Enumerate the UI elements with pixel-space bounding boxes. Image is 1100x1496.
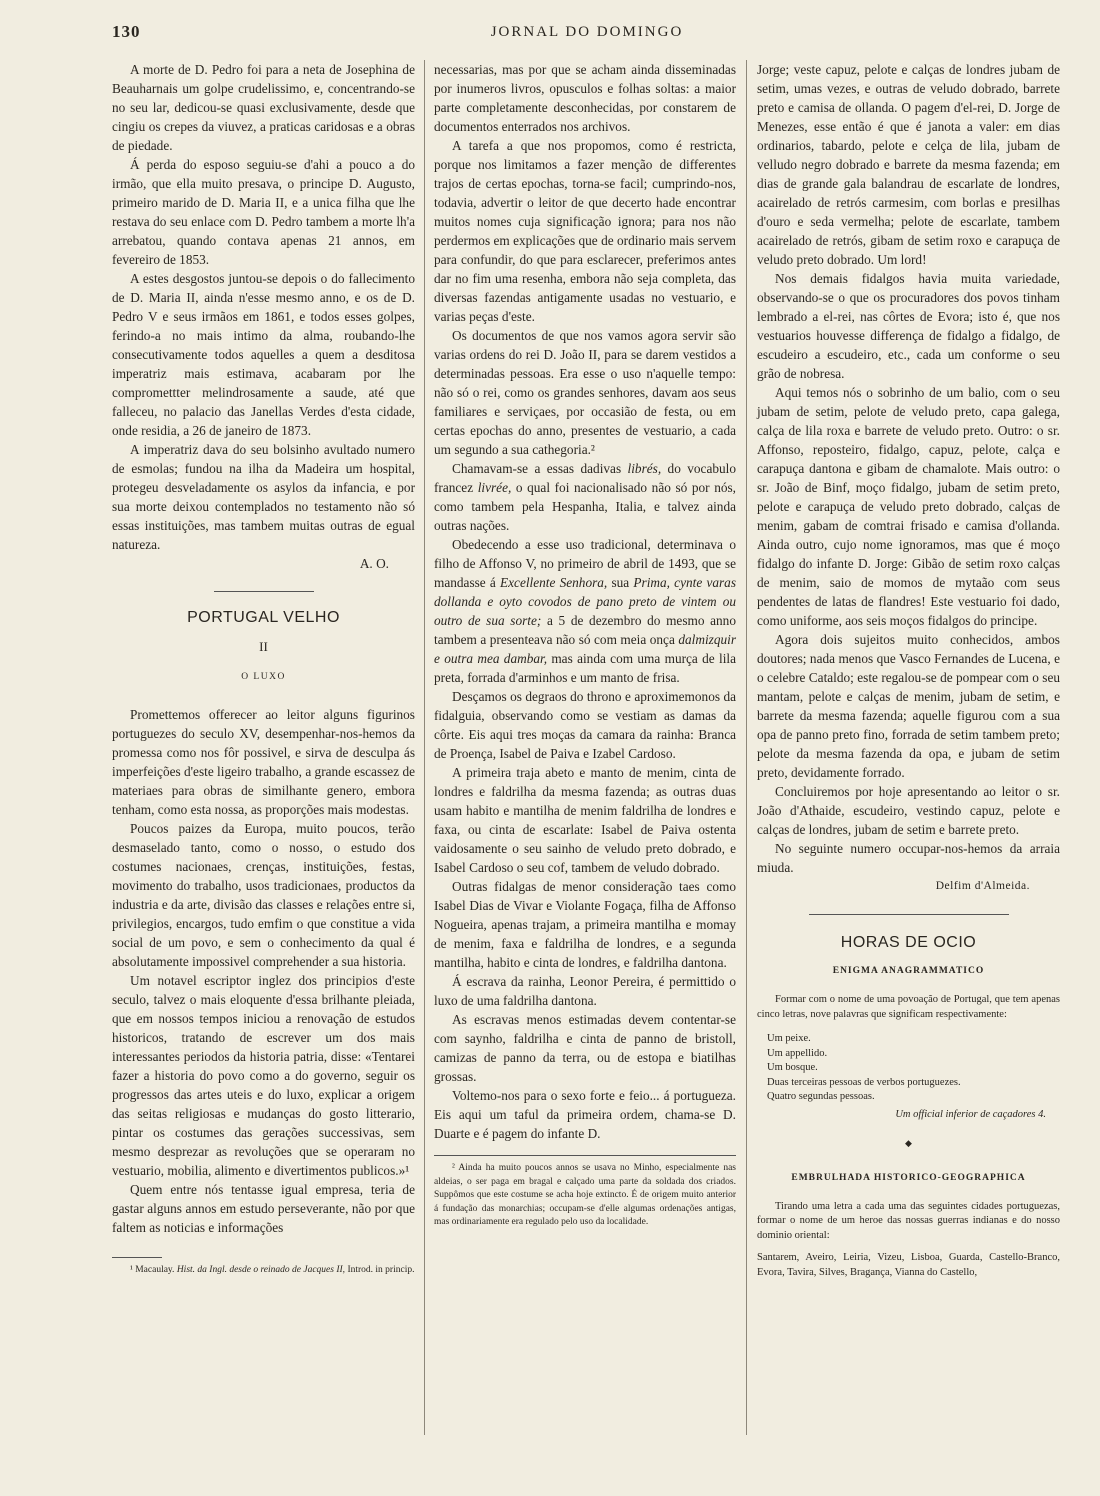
column-divider — [424, 60, 425, 1435]
paragraph: No seguinte numero occupar-nos-hemos da arraia miuda. — [757, 841, 1060, 875]
author-signature: Delfim d'Almeida. — [935, 880, 1030, 892]
paragraph: Á perda do esposo seguiu-se d'ahi a pouco a do irmão, que ella muito presava, o principe D. Augusto, primeiro marido de D. Maria II, e a unica filha que lhe restava do seu enlace com D. Pedro tambem a morte lh'a arrebatou, quando contava apenas 21 annos, em fevereiro de 1853. — [112, 157, 415, 267]
italic-term: Excellente Senhora, — [500, 575, 608, 590]
puzzle-author: Um official inferior de caçadores 4. — [895, 1108, 1046, 1120]
paragraph: As escravas menos estimadas devem contentar-se com saynho, faldrilha e cinta de panno de bristoll, camizas de panno da terra, ou de estopa e biatilhas grossas. — [434, 1012, 736, 1084]
paragraph: Promettemos offerecer ao leitor alguns figurinos portuguezes do seculo XV, desempenhar-nos-hemos da promessa como nos fôr possivel, e sirva de desculpa ás imperfeições d'este ligeiro trabalho, a grande escassez de materiaes para obras de similhante genero, embora tenham, como esta nossa, as proporções mais modestas. — [112, 707, 415, 817]
section-divider — [214, 591, 314, 592]
paragraph: A tarefa a que nos propomos, como é restricta, porque nos limitamos a fazer menção de differentes trajos de certas epochas, torna-se facil; cumprindo-nos, todavia, advertir o leitor de que decerto hade encontrar muitos nomes cuja significação ignora; para nos não perdermos em explicações que de ordinario mais servem para confundir, do que para esclarecer, preferimos antes dar no fim uma resenha, embora não seja completa, das diversas fazendas antigamente usadas no vestuario, e varias peças d'este. — [434, 138, 736, 324]
text-run: a 5 de dezembro do mesmo anno tambem a presenteava não só com meia onça — [434, 613, 736, 647]
column-2 — [434, 60, 736, 1230]
column-3 — [757, 60, 1060, 1280]
section-subtitle: O LUXO — [241, 672, 286, 682]
list-item: Um appellido. — [767, 1047, 828, 1059]
page-header — [112, 22, 1062, 50]
footnote — [112, 1264, 415, 1277]
paragraph: necessarias, mas por que se acham ainda disseminadas por inumeros livros, opusculos e folhas soltas: a maior parte completamente desconhecidas, por constarem de documentos enterrados nos archivos. — [434, 62, 736, 134]
puzzle-text: Tirando uma letra a cada uma das seguintes cidades portuguezas, formar o nome de um heroe das nossas guerras indianas e do nosso dominio oriental: — [757, 1200, 1060, 1241]
paragraph: Quem entre nós tentasse igual empresa, teria de gastar alguns annos em estudo perseverante, não por que faltem as noticias e informações — [112, 1182, 415, 1235]
footnote-text: Introd. in princip. — [345, 1265, 415, 1275]
puzzle-list — [757, 1032, 1060, 1105]
section-subtitle: EMBRULHADA HISTORICO-GEOGRAPHICA — [791, 1172, 1026, 1183]
list-item: Duas terceiras pessoas de verbos portuguezes. — [767, 1076, 961, 1088]
column-divider — [746, 60, 747, 1435]
paragraph: A estes desgostos juntou-se depois o do fallecimento de D. Maria II, ainda n'esse mesmo anno, e os de D. Pedro V e seus irmãos em 1861, e todos esses golpes, ferindo-a no mais intimo da alma, roubando-lhe consecutivamente todos aquelles a quem a desditosa imperatriz mais estimava, acabaram por lhe compromettter melindrosamente a saude, até que falleceu, no palacio das Janellas Verdes d'esta cidade, onde residia, a 26 de janeiro de 1873. — [112, 271, 415, 438]
footnote-rule — [112, 1257, 162, 1258]
section-divider — [809, 914, 1009, 915]
paragraph: Um notavel escriptor inglez dos principios d'este seculo, talvez o mais eloquente d'essa brilhante pleiada, que em nossos tempos iniciou a renovação de estudos historicos, tratando de escrever um dos mais interessantes periodos da historia patria, disse: «Tentarei fazer a historia do povo como a do governo, seguir os progressos das artes uteis e do luxo, explicar a origem das seitas religiosas e mudanças do gosto litterario, pintar os costumes das gerações successivas, sem mesmo desprezar as revoluções que se operaram no vestuario, mobilia, alimento e divertimentos publicos.»¹ — [112, 973, 415, 1178]
paragraph: Agora dois sujeitos muito conhecidos, ambos doutores; nada menos que Vasco Fernandes de Lucena, e o celebre Cataldo; este regalou-se de pompear com o seu mantam, pelote e calças de menim, jubam de setim, e barrete da mesma fazenda; aquelle figurou com a sua opa de panno preto fino, forrada de setim tambem preto; pelote da mesma fazenda da opa, e jubam de setim preto, devidamente forrado. — [757, 632, 1060, 780]
section-title: HORAS DE OCIO — [840, 934, 977, 951]
italic-quote: Prima, cynte varas dollanda e oyto covodos de pano preto de vintem ou outro de sua sorte; — [434, 575, 736, 628]
footnote-citation: Hist. da Ingl. desde o reinado de Jacques II, — [176, 1265, 346, 1275]
column-1 — [112, 60, 415, 1277]
paragraph: Jorge; veste capuz, pelote e calças de londres jubam de setim, umas vezes, e outras de veludo dobrado, barrete preto e camisa de ollanda. O pagem d'el-rei, D. Jorge de Menezes, esse então é que é janota a valer: em dias ordinarios, tabardo, pelote e celça de lila, jubam de velludo negro dobrado e barrete da mesma fazenda; em dias de grande gala balandrau de escarlate de londres, acairelado de retrós carmesim, com borlas e presilhas d'ouro e seda vermelha; pelote de escarlate, tambem acairelado de retrós, gibam de setim roxo e carapuça de veludo preto dobrado. Um lord! — [757, 62, 1060, 267]
section-number: II — [259, 639, 268, 654]
list-item: Um bosque. — [767, 1062, 818, 1073]
paragraph: Concluiremos por hoje apresentando ao leitor o sr. João d'Athaide, escudeiro, vestindo capuz, pelote e calças de londres, jubam de setim e barrete preto. — [757, 784, 1060, 837]
paragraph: Voltemo-nos para o sexo forte e feio... á portugueza. Eis aqui um taful da primeira ordem, chama-se D. Duarte e é pagem do infante D. — [434, 1088, 736, 1141]
footnote: ² Ainda ha muito poucos annos se usava no Minho, especialmente nas aldeias, o ser paga em bragal e calçado uma parte da soldada dos criados. Suppômos que este costume se acha hoje extincto. É de origem muito anterior á fundação das monarchias; occupam-se d'elle algumas ordenações antigas, mas ordinariamente era regulado pelo uso da localidade. — [434, 1163, 736, 1227]
puzzle-text: Formar com o nome de uma povoação de Portugal, que tem apenas cinco letras, nove palavras que significam respectivamente: — [757, 994, 1060, 1020]
page-number: 130 — [112, 22, 141, 41]
footnote-rule — [434, 1155, 736, 1156]
author-signature: A. O. — [359, 556, 389, 571]
italic-quote: dalmizquir e outra mea dambar, — [434, 632, 736, 666]
text-run: Obedecendo a esse uso tradicional, determinava o filho de Affonso V, no primeiro de abril de 1493, que se mandasse á — [434, 537, 736, 590]
paragraph: Poucos paizes da Europa, muito poucos, terão desmaselado tanto, como o nosso, o estudo dos costumes nacionaes, crenças, instituições, festas, movimento do trabalho, usos tradicionaes, productos da industria e da arte, divisão das classes e relações entre si, privilegios, encargos, tudo emfim o que constitue a vida social de um povo, e sem o conhecimento da qual é absolutamente impossivel comprehender a sua historia. — [112, 821, 415, 969]
paragraph: Os documentos de que nos vamos agora servir são varias ordens do rei D. João II, para se darem vestidos a determinadas pessoas. Era esse o uso n'aquelle tempo: não só o rei, como os grandes senhores, davam aos seus familiares e serviçaes, por occasião de festa, ou em certas epochas do anno, presentes de vestuario, a cada um segundo a sua cathegoria.² — [434, 328, 736, 457]
text-run: sua — [607, 575, 634, 590]
list-item: Um peixe. — [767, 1033, 811, 1044]
paragraph — [434, 535, 736, 687]
section-title: PORTUGAL VELHO — [187, 609, 340, 626]
footnote-text: ¹ Macaulay. — [130, 1265, 177, 1275]
paragraph: A imperatriz dava do seu bolsinho avultado numero de esmolas; fundou na ilha da Madeira um hospital, protegeu desveladamente os asylos da infancia, e por sua morte deixou contemplados no testamento não só essas instituições, mas tambem muitas outras de egual natureza. — [112, 442, 415, 552]
paragraph — [434, 459, 736, 535]
text-run: Chamavam-se a essas dadivas — [452, 461, 628, 476]
paragraph: A morte de D. Pedro foi para a neta de Josephina de Beauharnais um golpe crudelissimo, e, concentrando-se no seu lar, dedicou-se quasi exclusivamente, desde que cingiu os crepes da viuvez, a praticas caridosas e a obras de piedade. — [112, 62, 415, 153]
text-run: o qual foi nacionalisado não só por nós, como tambem pela Hespanha, Italia, e talvez ainda outras nações. — [434, 480, 736, 533]
italic-term: librés, — [627, 461, 662, 476]
paragraph: Outras fidalgas de menor consideração taes como Isabel Dias de Vivar e Violante Fogaça, filha de Affonso Nogueira, apenas trajam, a primeira mantilha e momay de menim, faxa e faldrilha de londres, e a segunda mantilha, habito e cinta de londres, e faldrilha dantona. — [434, 879, 736, 970]
paragraph: Nos demais fidalgos havia muita variedade, observando-se o que os procuradores dos povos tinham lembrado a el-rei, nas côrtes de Evora; isto é, que nos vestuarios houvesse differença de fidalgo a fidalgo, de escudeiro a escudeiro, etc., cada um conforme o seu grão de nobresa. — [757, 271, 1060, 381]
paragraph: A primeira traja abeto e manto de menim, cinta de londres e faldrilha da mesma fazenda; as outras duas usam habito e mantilha de menim faldrilha de londres e faxa, ou cinta de escarlate: Isabel de Paiva ostenta vaidosamente o seu sainho de veludo preto dobrado, e Isabel Cardoso o seu cof, tambem de veludo dobrado. — [434, 765, 736, 875]
text-run: do vocabulo francez — [434, 461, 736, 495]
journal-title: JORNAL DO DOMINGO — [490, 24, 684, 40]
list-item: Quatro segundas pessoas. — [767, 1091, 875, 1102]
italic-term: livrée, — [477, 480, 512, 495]
paragraph: Á escrava da rainha, Leonor Pereira, é permittido o luxo de uma faldrilha dantona. — [434, 974, 736, 1008]
diamond-ornament-icon: ◆ — [905, 1137, 912, 1148]
city-list: Santarem, Aveiro, Leiria, Vizeu, Lisboa, Guarda, Castello-Branco, Evora, Tavira, Silves, Bragança, Vianna do Castello, — [757, 1252, 1060, 1278]
paragraph: Aqui temos nós o sobrinho de um balio, com o seu jubam de setim, pelote de veludo preto, capa galega, calça de lila roxa e barrete de veludo preto. Outro: o sr. Affonso, reposteiro, fidalgo, capuz, pelote, calça e carapuça dantona e gibam de chamalote. Mais outro: o sr. João de Binf, moço fidalgo, jubam de setim preto, pelote e carapuça de veludo preto dobrado, calças de menim, gabam de comtrai frisado e camisa d'ollanda. Ainda outro, cujo nome ignoramos, mas que é moço fidalgo do infante D. Jorge: Gibão de setim roxo calças de menim, saio de momos de mytaão com seus pendentes de latas de flandres! Este vestuario foi dado, como uniforme, aos seis moços fidalgos do principe. — [757, 385, 1060, 628]
paragraph: Desçamos os degraos do throno e aproximemonos da fidalguia, observando como se vestiam as damas da côrte. Eis aqui tres moças da camara da rainha: Branca de Proença, Isabel de Paiva e Izabel Cardoso. — [434, 689, 736, 761]
text-run: mas ainda com uma murça de lila preta, forrada d'arminhos e um manto de frisa. — [434, 651, 736, 685]
section-subtitle: ENIGMA ANAGRAMMATICO — [832, 966, 985, 976]
